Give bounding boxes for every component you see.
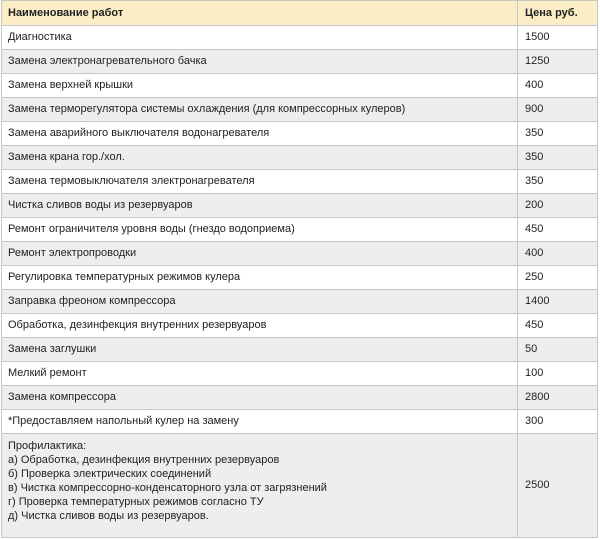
prophylaxis-title: Профилактика:	[8, 440, 87, 452]
service-price: 350	[518, 146, 598, 170]
table-row	[2, 74, 598, 98]
table-row	[2, 266, 598, 290]
service-name: Обработка, дезинфекция внутренних резервуаров	[2, 314, 518, 338]
service-price: 450	[518, 314, 598, 338]
service-price: 100	[518, 362, 598, 386]
service-price: 250	[518, 266, 598, 290]
prophylaxis-item: г) Проверка температурных режимов согласно ТУ	[8, 496, 264, 508]
service-price: 400	[518, 74, 598, 98]
table-row	[2, 122, 598, 146]
service-price: 1250	[518, 50, 598, 74]
table-row	[2, 410, 598, 434]
table-row	[2, 170, 598, 194]
prophylaxis-item: д) Чистка сливов воды из резервуаров.	[8, 510, 209, 522]
prophylaxis-row	[2, 434, 598, 538]
service-name: Замена термовыключателя электронагревателя	[2, 170, 518, 194]
header-service-name: Наименование работ	[2, 1, 518, 26]
price-table	[1, 0, 598, 538]
service-name: Ремонт электропроводки	[2, 242, 518, 266]
prophylaxis-description	[2, 434, 518, 538]
service-name: Замена заглушки	[2, 338, 518, 362]
table-row	[2, 194, 598, 218]
service-price: 300	[518, 410, 598, 434]
table-row	[2, 314, 598, 338]
table-row	[2, 362, 598, 386]
service-name: Чистка сливов воды из резервуаров	[2, 194, 518, 218]
prophylaxis-item: а) Обработка, дезинфекция внутренних резервуаров	[8, 454, 280, 466]
prophylaxis-price: 2500	[518, 434, 598, 538]
prophylaxis-item: в) Чистка компрессорно-конденсаторного узла от загрязнений	[8, 482, 327, 494]
service-name: Заправка фреоном компрессора	[2, 290, 518, 314]
service-price: 50	[518, 338, 598, 362]
table-header-row	[2, 1, 598, 26]
service-name: Диагностика	[2, 26, 518, 50]
service-price: 350	[518, 122, 598, 146]
service-price: 1400	[518, 290, 598, 314]
table-row	[2, 338, 598, 362]
service-price: 450	[518, 218, 598, 242]
service-price: 900	[518, 98, 598, 122]
table-row	[2, 50, 598, 74]
service-name: Замена верхней крышки	[2, 74, 518, 98]
table-row	[2, 218, 598, 242]
table-row	[2, 242, 598, 266]
table-row	[2, 290, 598, 314]
table-row	[2, 146, 598, 170]
service-name: Замена аварийного выключателя водонагревателя	[2, 122, 518, 146]
service-name: Замена крана гор./хол.	[2, 146, 518, 170]
prophylaxis-item: б) Проверка электрических соединений	[8, 468, 212, 480]
service-name: Замена терморегулятора системы охлаждения (для компрессорных кулеров)	[2, 98, 518, 122]
service-name: Ремонт ограничителя уровня воды (гнездо водоприема)	[2, 218, 518, 242]
table-row	[2, 98, 598, 122]
table-row	[2, 26, 598, 50]
service-name: Замена электронагревательного бачка	[2, 50, 518, 74]
service-name: *Предоставляем напольный кулер на замену	[2, 410, 518, 434]
service-price: 2800	[518, 386, 598, 410]
service-name: Мелкий ремонт	[2, 362, 518, 386]
service-name: Замена компрессора	[2, 386, 518, 410]
service-price: 350	[518, 170, 598, 194]
table-row	[2, 386, 598, 410]
service-price: 200	[518, 194, 598, 218]
service-price: 1500	[518, 26, 598, 50]
service-price: 400	[518, 242, 598, 266]
service-name: Регулировка температурных режимов кулера	[2, 266, 518, 290]
header-price: Цена руб.	[518, 1, 598, 26]
